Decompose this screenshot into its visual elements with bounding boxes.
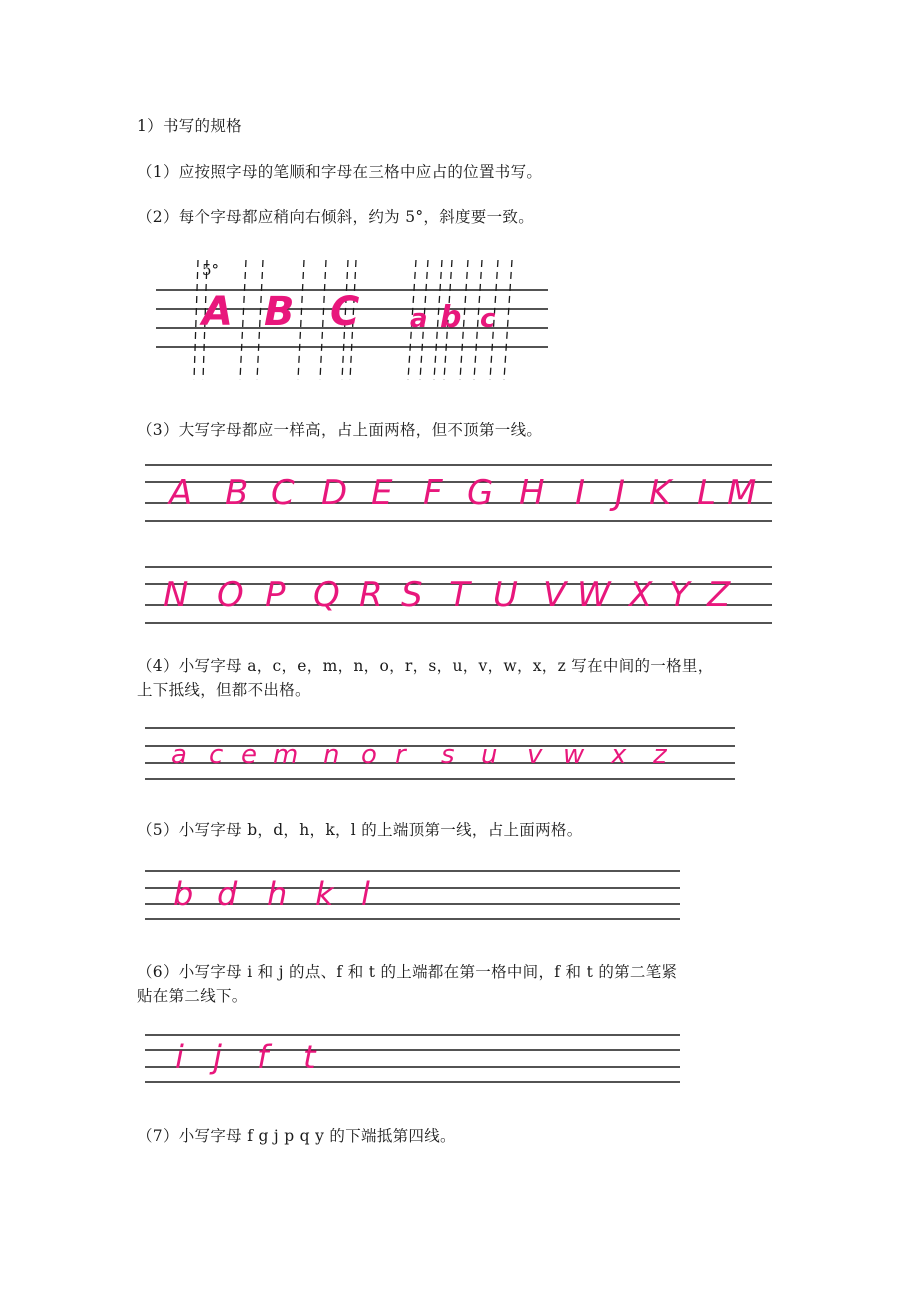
tall-h: h [267,875,288,913]
cap-Z: Z [707,575,731,615]
rule-5: （5）小写字母 b，d，h，k，l 的上端顶第一线，占上面两格。 [137,821,583,839]
tall-l: l [361,875,370,913]
low-n: n [323,740,340,770]
dot-f: f [257,1038,269,1076]
cap-U: U [493,575,518,615]
tall-b: b [173,875,194,913]
cap-J: J [615,473,626,513]
cap-Q: Q [313,575,340,615]
dot-j: j [213,1038,222,1076]
slant-letter-A: A [202,289,233,335]
low-a: a [171,740,187,770]
slant-letter-c: c [480,304,496,334]
cap-W: W [577,575,611,615]
cap-L: L [697,473,716,513]
low-m: m [273,740,299,770]
cap-P: P [265,575,286,615]
cap-A: A [169,473,193,513]
low-u: u [481,740,498,770]
rule-4-cont: 上下抵线，但都不出格。 [137,681,311,699]
low-v: v [527,740,543,770]
cap-F: F [423,473,443,513]
angle-label: 5° [202,261,220,279]
rule-2: （2）每个字母都应稍向右倾斜，约为 5°，斜度要一致。 [137,208,535,226]
cap-M: M [727,473,757,513]
slant-letter-b: b [440,300,462,335]
cap-V: V [543,575,567,615]
slant-example-figure [150,255,560,385]
cap-X: X [629,575,653,615]
tall-lowercase-row [145,864,685,926]
low-z: z [653,740,667,770]
middle-lowercase-row [145,722,740,788]
low-x: x [611,740,627,770]
slant-letter-a: a [410,304,428,334]
cap-G: G [467,473,494,513]
cap-T: T [449,575,470,615]
cap-O: O [217,575,244,615]
cap-B: B [225,473,249,513]
low-w: w [563,740,585,770]
rule-4: （4）小写字母 a，c，e，m，n，o，r，s，u，v，w，x，z 写在中间的一格里， [137,657,714,675]
cap-D: D [321,473,348,513]
cap-H: H [519,473,545,513]
dotted-lowercase-row [145,1028,685,1090]
rule-1: （1）应按照字母的笔顺和字母在三格中应占的位置书写。 [137,163,543,181]
rule-7: （7）小写字母 f g j p q y 的下端抵第四线。 [137,1127,456,1145]
cap-K: K [649,473,672,513]
slant-letter-C: C [330,289,360,335]
cap-N: N [163,575,189,615]
cap-C: C [271,473,295,513]
section-title: 1）书写的规格 [137,117,242,135]
tall-d: d [217,875,238,913]
rule-6-cont: 贴在第二线下。 [137,987,248,1005]
capitals-row-2 [145,560,775,632]
slant-letter-B: B [264,289,295,335]
rule-6: （6）小写字母 i 和 j 的点、f 和 t 的上端都在第一格中间，f 和 t 的第二笔紧 [137,963,678,981]
low-e: e [241,740,257,770]
low-o: o [361,740,377,770]
cap-S: S [401,575,423,615]
cap-R: R [359,575,383,615]
capitals-row-1 [145,458,775,530]
cap-E: E [371,473,393,513]
rule-3: （3）大写字母都应一样高，占上面两格，但不顶第一线。 [137,421,543,439]
cap-Y: Y [669,575,690,615]
dot-t: t [303,1038,316,1076]
low-c: c [209,740,224,770]
low-s: s [441,740,455,770]
tall-k: k [315,875,334,913]
low-r: r [395,740,406,770]
cap-I: I [575,473,586,513]
dot-i: i [175,1038,184,1076]
